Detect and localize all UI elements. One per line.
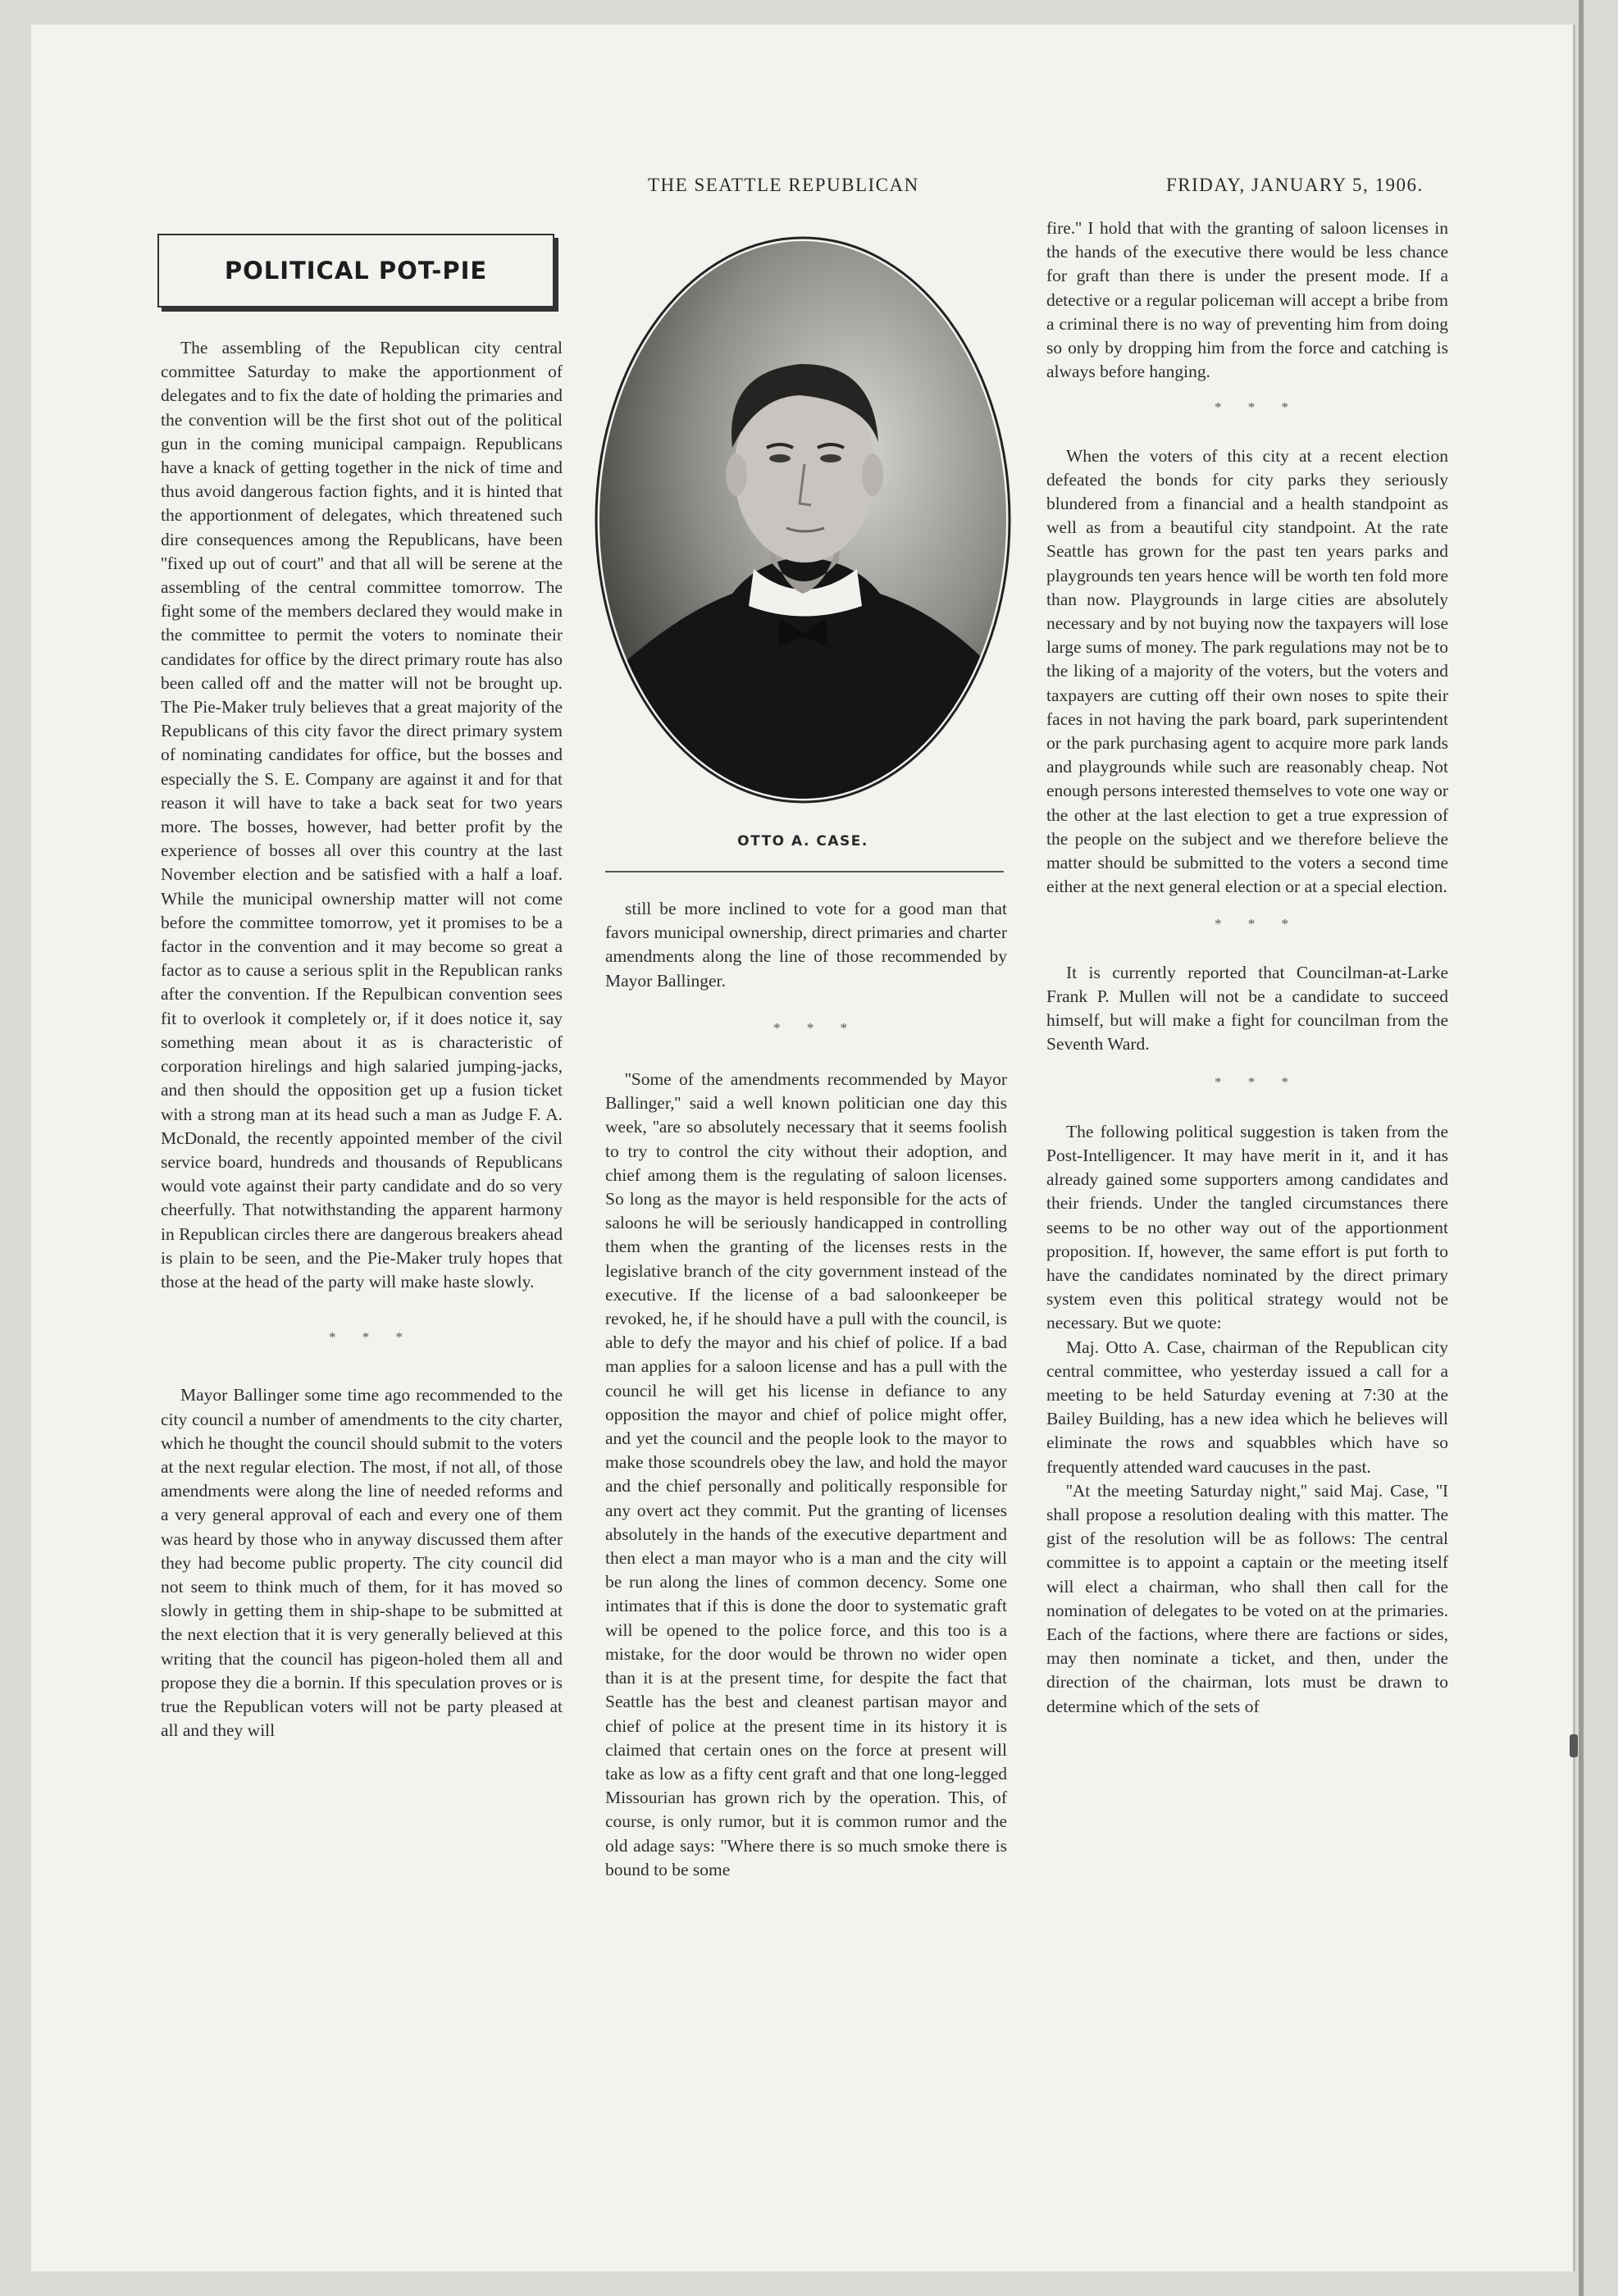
section-title: POLITICAL POT-PIE: [224, 257, 488, 285]
column-3: [1046, 216, 1448, 1719]
separator: * * *: [1215, 1073, 1300, 1090]
article-paragraph: ''At the meeting Saturday night,'' said Maj. Case, ''I shall propose a resolution dealing with this matter. The gist of the resolution will be as follows: The central committee is to appoint a captain or the meeting itself will elect a chairman, who shall then call for the nomination of delegates to be voted on at the primaries. Each of the factions, where there are factions or sides, may then nominate a ticket, and then, under the direction of the chairman, lots must be drawn to determine which of the sets of: [1046, 1480, 1448, 1716]
article-paragraph: fire.'' I hold that with the granting of saloon licenses in the hands of the executive there would be less chance for graft than there is under the present mode. If a detective or a regular policeman will accept a bribe from a criminal there is no way of preventing him from doing so only by dropping him from the force and catching is always before hanging.: [1046, 218, 1448, 382]
caption-divider: [605, 871, 1004, 872]
article-paragraph: When the voters of this city at a recent election defeated the bonds for city parks they seriously blundered from a financial and a health standpoint as well as from a beautiful city standpoint. At the rate Seattle has grown for the past ten years parks and playgrounds ten years hence will be worth ten fold more than now. Playgrounds in large cities are absolutely necessary and by not buying now the taxpayers will lose large sums of money. The park regulations may not be to the liking of a majority of the voters, but the voters and taxpayers are cutting off their own noses to spite their faces in not having the park board, park superintendent or the park purchasing agent to acquire more park lands and playgrounds while such are reasonably cheap. Not enough persons interested themselves to vote one way or the other at the last election to get a true expression of the people on the subject and we therefore believe the matter should be submitted to the voters a second time either at the next general election or at a special election.: [1046, 445, 1448, 897]
column-1: [161, 336, 563, 1742]
article-paragraph: It is currently reported that Councilman-at-Larke Frank P. Mullen will not be a candidate to succeed himself, but will make a fight for councilman from the Seventh Ward.: [1046, 962, 1448, 1055]
article-paragraph: The assembling of the Republican city central committee Saturday to make the apportionment of delegates and to fix the date of holding the primaries and the convention will be the first shot out of the political gun in the coming municipal campaign. Republicans have a knack of getting together in the nick of time and thus avoid dangerous faction fights, and it is hinted that the apportionment of delegates, which threatened such dire consequences among the Republicans, have been ''fixed up out of court'' and that all will be serene at the assembling of the central committee tomorrow. The fight some of the members declared they would make in the committee to permit the voters to nominate their candidates for office by the direct primary route has also been called off and the matter will not be brought up. The Pie-Maker truly believes that a great majority of the Republicans of this city favor the direct primary system of nominating candidates for office, but the bosses and especially the S. E. Company are against it and for that reason it will have to take a back seat for two years more. The bosses, however, had better profit by the experience of bosses all over this country at the last November election and be satisfied with a half a loaf. While the municipal ownership matter will not come before the committee tomorrow, yet it promises to be a factor in the convention and it may become so great a factor as to cause a serious split in the Republican ranks after the convention. If the Repulbican convention sees fit to overlook it completely or, if it does notice it, say something mean about it as is characteristic of corporation hirelings and high salaried jumping-jacks, and then should the opposition get up a fusion ticket with a strong man at its head such a man as Judge F. A. McDonald, the recently appointed member of the civil service board, hundreds and thousands of Republicans would vote against their party candidate and do so very cheerfully. That notwithstanding the apparent harmony in Republican circles there are dangerous breakers ahead is plain to be seen, and the Pie-Maker truly hopes that those at the head of the party will make haste slowly.: [161, 338, 563, 1292]
separator: * * *: [1215, 399, 1300, 416]
scan-mark: [1570, 1734, 1578, 1757]
article-paragraph: Mayor Ballinger some time ago recommended to the city council a number of amendments to the city charter, which he thought the council should submit to the voters at the next regular election. The most, if not all, of those amendments were along the line of needed reforms and a very general approval of each and every one of them was heard by those who in anyway discussed them after they had become public property. The city council did not seem to think much of them, for it has moved so slowly in getting them in ship-shape to be submitted at the next election that it is very generally believed at this writing that the council has pigeon-holed them all and propose they die a bornin. If this speculation proves or is true the Republican voters will not be party pleased at all and they will: [161, 1385, 563, 1741]
separator: * * *: [773, 1019, 859, 1036]
article-paragraph: still be more inclined to vote for a good man that favors municipal ownership, direct primaries and charter amendments along the line of those recommended by Mayor Ballinger.: [605, 899, 1007, 991]
article-paragraph: ''Some of the amendments recommended by Mayor Ballinger,'' said a well known politician one day this week, ''are so absolutely necessary that it seems foolish to try to control the city without their adoption, and chief among them is the regulating of saloon licenses. So long as the mayor is held responsible for the acts of saloons he will be seriously handicapped in controlling them when the granting of the licenses rests in the legislative branch of the city government instead of the executive. If the license of a bad saloonkeeper be revoked, he, if he should have a pull with the council, is able to defy the mayor and his chief of police. If a bad man applies for a saloon license and has a pull with the council he will get his license in defiance to any opposition the mayor and chief of police might offer, and yet the council and the people look to the mayor to make those scoundrels obey the law, and hold the mayor and the chief personally and politically responsible for any overt act they commit. Put the granting of licenses absolutely in the hands of the executive department and then elect a man mayor who is a man and the city will be run along the lines of common decency. Some one intimates that if this is done the door to systematic graft will be opened to the police force, and this too is a mistake, for the door would be thrown no wider open than it is at the present time, for despite the fact that Seattle has the best and cleanest partisan mayor and chief of police at the present time in its history it is claimed that certain ones on the force at present will take as low as a fifty cent graft and that one long-legged Missourian has grown rich by the operation. This, of course, is only rumor, but it is common rumor and the old adage says: ''Where there is so much smoke there is bound to be some: [605, 1069, 1007, 1879]
separator: * * *: [1215, 916, 1300, 932]
section-title-box: [157, 234, 554, 308]
photo-caption: OTTO A. CASE.: [737, 833, 868, 850]
separator: * * *: [329, 1329, 414, 1346]
portrait-photo: [593, 233, 1013, 807]
issue-date: FRIDAY, JANUARY 5, 1906.: [1166, 175, 1424, 195]
column-2: [605, 897, 1007, 1882]
article-paragraph: The following political suggestion is taken from the Post-Intelligencer. It may have merit in it, and it has already gained some supporters among candidates and their friends. Under the tangled circumstances there seems to be no other way out of the apportionment proposition. If, however, the same effort is put forth to have the candidates nominated by the direct primary system even this political strategy would not be necessary. But we quote:: [1046, 1121, 1448, 1333]
article-paragraph: Maj. Otto A. Case, chairman of the Republican city central committee, who yesterday issued a call for a meeting to be held Saturday evening at 7:30 at the Bailey Building, has a new idea which he believes will eliminate the rows and squabbles which have so frequently attended ward caucuses in the past.: [1046, 1337, 1448, 1477]
scan-edge: [1579, 0, 1584, 2296]
newspaper-title: THE SEATTLE REPUBLICAN: [648, 175, 919, 195]
